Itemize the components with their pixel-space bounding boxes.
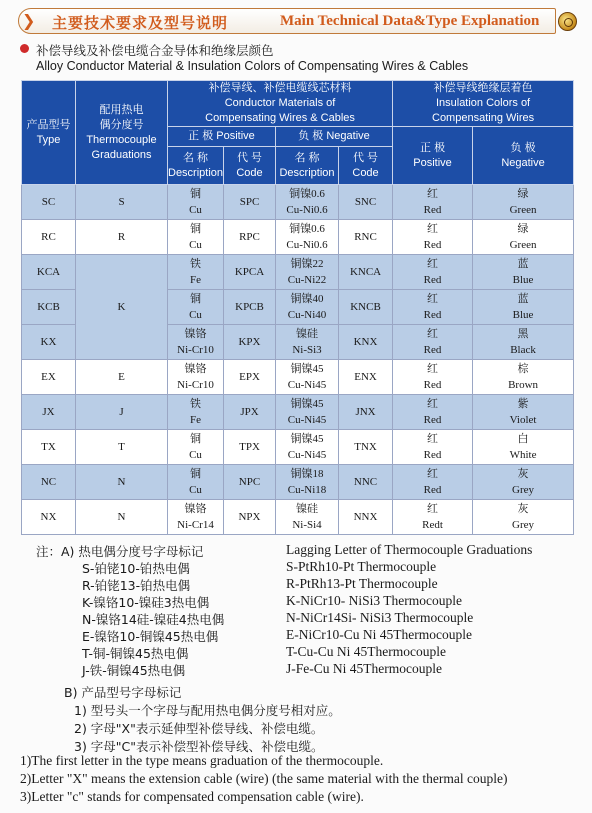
pos-description-cell: 铜 Cu	[168, 430, 224, 465]
ins-positive-cell: 红 Red	[393, 220, 473, 255]
ins-positive-cell: 红 Red	[393, 430, 473, 465]
ins-positive-cell: 红 Red	[393, 325, 473, 360]
neg-code-cell: NNX	[339, 500, 393, 535]
table-row	[22, 255, 574, 290]
neg-description-cell: 铜镍45 Cu-Ni45	[276, 360, 339, 395]
graduation-cell: N	[76, 500, 168, 535]
graduation-cell: E	[76, 360, 168, 395]
ins-negative-cell: 绿 Green	[473, 220, 574, 255]
table-row	[22, 395, 574, 430]
table-row	[22, 185, 574, 220]
ins-negative-cell: 蓝 Blue	[473, 290, 574, 325]
graduation-cell: R	[76, 220, 168, 255]
graduation-cell: S	[76, 185, 168, 220]
pos-code-cell: KPCA	[224, 255, 276, 290]
pos-description-cell: 铜 Cu	[168, 220, 224, 255]
ins-negative-cell: 灰 Grey	[473, 500, 574, 535]
page-title-en: Main Technical Data&Type Explanation	[280, 13, 540, 29]
neg-code-cell: KNCA	[339, 255, 393, 290]
note-a-item-cn: N-镍铬14硅-镍硅4热电偶	[82, 612, 225, 627]
ins-negative-cell: 绿 Green	[473, 185, 574, 220]
neg-description-cell: 铜镍45 Cu-Ni45	[276, 395, 339, 430]
note-a-item-cn: E-镍铬10-铜镍45热电偶	[82, 629, 219, 644]
neg-code-cell: KNCB	[339, 290, 393, 325]
type-cell: TX	[22, 430, 76, 465]
neg-code-cell: KNX	[339, 325, 393, 360]
neg-description-cell: 铜镍22 Cu-Ni22	[276, 255, 339, 290]
note-a-item-en: T-Cu-Cu Ni 45Thermocouple	[286, 644, 446, 659]
note-b-item-en: 1)The first letter in the type means graduation of the thermocouple.	[20, 753, 384, 768]
note-b-item-en: 3)Letter "c" stands for compensated compensation cable (wire).	[20, 789, 364, 804]
table-row	[22, 500, 574, 535]
pos-description-cell: 铜 Cu	[168, 290, 224, 325]
pos-code-cell: KPX	[224, 325, 276, 360]
type-cell: RC	[22, 220, 76, 255]
ins-positive-cell: 红 Red	[393, 360, 473, 395]
ins-negative-cell: 蓝 Blue	[473, 255, 574, 290]
ins-positive-cell: 红 Redt	[393, 500, 473, 535]
chevron-right-icon: ❯	[22, 11, 36, 30]
pos-description-cell: 镍铬 Ni-Cr10	[168, 360, 224, 395]
neg-description-cell: 铜镍0.6 Cu-Ni0.6	[276, 185, 339, 220]
type-cell: KCA	[22, 255, 76, 290]
note-a-item-cn: K-镍铬10-镍硅3热电偶	[82, 595, 210, 610]
type-cell: NX	[22, 500, 76, 535]
ins-positive-cell: 红 Red	[393, 255, 473, 290]
neg-description-cell: 镍硅 Ni-Si3	[276, 325, 339, 360]
ins-positive-cell: 红 Red	[393, 290, 473, 325]
note-a-item-en: S-PtRh10-Pt Thermocouple	[286, 559, 437, 574]
note-b-item-cn: 2) 字母"X"表示延伸型补偿导线、补偿电缆。	[74, 721, 324, 736]
header-type: 产品型号 Type	[22, 81, 76, 185]
neg-description-cell: 铜镍40 Cu-Ni40	[276, 290, 339, 325]
page-title-cn: 主要技术要求及型号说明	[52, 14, 229, 32]
pos-code-cell: EPX	[224, 360, 276, 395]
section-title-en: Alloy Conductor Material & Insulation Colors of Compensating Wires & Cables	[36, 59, 469, 73]
ins-negative-cell: 白 White	[473, 430, 574, 465]
ins-negative-cell: 紫 Violet	[473, 395, 574, 430]
company-logo-icon	[558, 12, 577, 31]
neg-code-cell: ENX	[339, 360, 393, 395]
note-a-item-cn: J-铁-铜镍45热电偶	[82, 663, 186, 678]
pos-code-cell: RPC	[224, 220, 276, 255]
header-neg-description: 名 称 Description	[276, 147, 339, 185]
table-row	[22, 430, 574, 465]
note-a-item-en: E-NiCr10-Cu Ni 45Thermocouple	[286, 627, 472, 642]
header-ins-negative: 负 极 Negative	[473, 127, 574, 185]
type-cell: EX	[22, 360, 76, 395]
header-pos-code: 代 号 Code	[224, 147, 276, 185]
note-b-item-cn: 1) 型号头一个字母与配用热电偶分度号相对应。	[74, 703, 341, 718]
note-a-heading-cn: 注：A) 热电偶分度号字母标记	[36, 544, 204, 559]
header-neg-code: 代 号 Code	[339, 147, 393, 185]
pos-description-cell: 镍铬 Ni-Cr10	[168, 325, 224, 360]
ins-positive-cell: 红 Red	[393, 185, 473, 220]
page-header	[0, 0, 592, 38]
pos-code-cell: KPCB	[224, 290, 276, 325]
table-row	[22, 360, 574, 395]
graduation-cell: N	[76, 465, 168, 500]
red-bullet-icon	[20, 44, 29, 53]
pos-code-cell: SPC	[224, 185, 276, 220]
graduation-cell: J	[76, 395, 168, 430]
pos-description-cell: 铁 Fe	[168, 255, 224, 290]
header-pos-description: 名 称 Description	[168, 147, 224, 185]
pos-code-cell: NPC	[224, 465, 276, 500]
pos-code-cell: JPX	[224, 395, 276, 430]
spec-table	[21, 80, 574, 535]
note-a-item-cn: S-铂铑10-铂热电偶	[82, 561, 190, 576]
neg-code-cell: RNC	[339, 220, 393, 255]
type-cell: JX	[22, 395, 76, 430]
graduation-cell: T	[76, 430, 168, 465]
header-insulation-colors: 补偿导线绝缘层着色 Insulation Colors of Compensating Wires	[393, 81, 574, 127]
ins-negative-cell: 棕 Brown	[473, 360, 574, 395]
neg-description-cell: 铜镍45 Cu-Ni45	[276, 430, 339, 465]
neg-description-cell: 镍硅 Ni-Si4	[276, 500, 339, 535]
note-a-item-en: N-NiCr14Si- NiSi3 Thermocouple	[286, 610, 474, 625]
header-positive: 正 极 Positive	[168, 127, 276, 147]
pos-code-cell: TPX	[224, 430, 276, 465]
neg-description-cell: 铜镍18 Cu-Ni18	[276, 465, 339, 500]
note-b-heading-cn: B) 产品型号字母标记	[64, 685, 182, 700]
note-a-item-en: R-PtRh13-Pt Thermocouple	[286, 576, 438, 591]
note-a-item-en: J-Fe-Cu Ni 45Thermocouple	[286, 661, 442, 676]
note-a-item-en: K-NiCr10- NiSi3 Thermocouple	[286, 593, 462, 608]
type-cell: SC	[22, 185, 76, 220]
section-title-cn: 补偿导线及补偿电缆合金导体和绝缘层颜色	[36, 43, 274, 58]
pos-description-cell: 镍铬 Ni-Cr14	[168, 500, 224, 535]
pos-code-cell: NPX	[224, 500, 276, 535]
header-conductor-materials: 补偿导线、补偿电缆线芯材料 Conductor Materials of Compensating Wires & Cables	[168, 81, 393, 127]
ins-negative-cell: 黑 Black	[473, 325, 574, 360]
type-cell: KX	[22, 325, 76, 360]
ins-positive-cell: 红 Red	[393, 395, 473, 430]
table-row	[22, 465, 574, 500]
ins-positive-cell: 红 Red	[393, 465, 473, 500]
graduation-cell: K	[76, 255, 168, 360]
type-cell: KCB	[22, 290, 76, 325]
pos-description-cell: 铁 Fe	[168, 395, 224, 430]
note-a-heading-en: Lagging Letter of Thermocouple Graduations	[286, 542, 533, 557]
header-ins-positive: 正 极 Positive	[393, 127, 473, 185]
type-cell: NC	[22, 465, 76, 500]
ins-negative-cell: 灰 Grey	[473, 465, 574, 500]
pos-description-cell: 铜 Cu	[168, 185, 224, 220]
note-b-item-cn: 3) 字母"C"表示补偿型补偿导线、补偿电缆。	[74, 739, 324, 754]
header-graduation: 配用热电 偶分度号 Thermocouple Graduations	[76, 81, 168, 185]
table-row	[22, 220, 574, 255]
neg-code-cell: TNX	[339, 430, 393, 465]
neg-description-cell: 铜镍0.6 Cu-Ni0.6	[276, 220, 339, 255]
header-negative: 负 极 Negative	[276, 127, 393, 147]
note-a-item-cn: R-铂铑13-铂热电偶	[82, 578, 191, 593]
note-b-item-en: 2)Letter "X" means the extension cable (wire) (the same material with the thermal couple)	[20, 771, 508, 786]
neg-code-cell: NNC	[339, 465, 393, 500]
pos-description-cell: 铜 Cu	[168, 465, 224, 500]
neg-code-cell: JNX	[339, 395, 393, 430]
note-a-item-cn: T-铜-铜镍45热电偶	[82, 646, 189, 661]
neg-code-cell: SNC	[339, 185, 393, 220]
